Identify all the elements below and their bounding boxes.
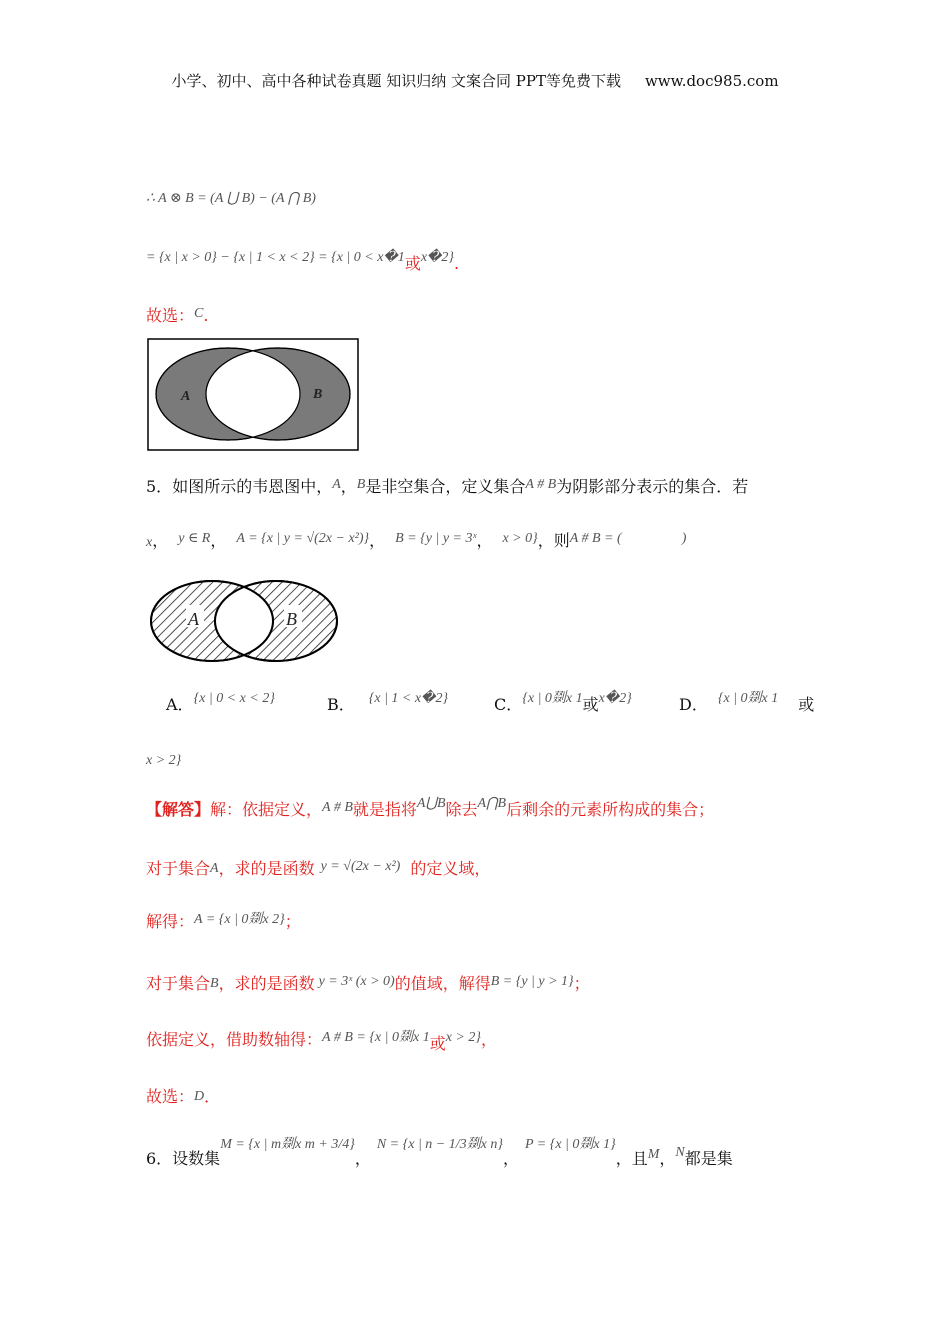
solution4-line2-end: x�2} [420,250,454,265]
solution5-line5: 依据定义，借助数轴得：A # B = {x | 0剟x 1或x > 2}， [146,1030,497,1053]
solution5-line4: 对于集合B，求的是函数 y = 3ˣ (x > 0)的值域，解得B = {y | y > 1}； [146,974,590,993]
q6-m: M [647,1147,660,1162]
q5-text1: 如图所示的韦恩图中， [172,477,333,496]
q5-then: 则 [553,531,570,550]
question6-line1: 6．设数集M = {x | m剟x m + 3/4}，N = {x | n − 1/3剟x n}，P = {x | 0剟x 1}，且M，N都是集 [146,1137,733,1168]
header-text: 小学、初中、高中各种试卷真题 知识归纳 文案合同 PPT等免费下载 [171,72,621,90]
venn2-label-a: A [188,609,199,629]
header-site: www.doc985.com [644,72,779,90]
q5-b: B [356,477,366,492]
q5-option-d-cont: x > 2} [146,753,182,768]
venn1-label-b: B [313,387,323,402]
solution4-period: . [454,254,460,273]
solution4-or: 或 [404,254,421,273]
q5-a: A [332,477,341,492]
solution4-answer-label: 故选： [146,306,195,325]
solution4-answer-value: C [194,306,204,321]
solution4-line2 [146,243,460,273]
solution5-line3: 解得：A = {x | 0剟x 2}； [146,912,301,931]
q6-n-set: N = {x | n − 1/3剟x n} [376,1137,503,1152]
page-header [0,70,950,91]
solution5-line6: 故选：D． [146,1087,221,1106]
q5-text3: 为阴影部分表示的集合．若 [556,477,749,496]
q5-option-b[interactable]: B． {x | 1 < x�2} [327,691,449,714]
solution4-answer: 故选：C. [146,306,209,325]
question5-line2: x， y ∈ R， A = {x | y = √(2x − x²)}， B = {y | y = 3ˣ， x > 0}，则A # B = ( ) [146,531,687,550]
q5-option-a[interactable]: A．{x | 0 < x < 2} [166,691,275,714]
q6-n: N [675,1145,685,1160]
q6-number: 6．设数集 [146,1149,221,1168]
q5-set-a: A = {x | y = √(2x − x²)} [236,531,370,546]
venn-diagram-2 [148,577,340,665]
q5-op: A # B [525,477,557,492]
q5-option-d[interactable]: D． {x | 0剟x 1 或 [679,691,815,714]
q5-number: 5． [146,477,173,496]
solution5-line1: 【解答】解：依据定义，A # B就是指将A⋃B除去A⋂B后剩余的元素所构成的集合； [146,796,715,819]
q5-expr: A # B = ( [569,531,622,546]
solution4-line2-math: = {x | x > 0} − {x | 1 < x < 2} = {x | 0 < x�1 [146,250,405,265]
q5-set-b: B = {y | y = 3ˣ [395,531,477,546]
q5-x: x [146,535,153,550]
q5-text2: 是非空集合，定义集合 [365,477,526,496]
venn-diagram-1 [147,338,359,451]
q5-close: ) [681,531,687,546]
q5-y-in-r: y ∈ R [178,531,211,546]
q6-p-set: P = {x | 0剟x 1} [524,1137,616,1152]
venn1-label-a: A [181,389,191,404]
q6-m-set: M = {x | m剟x m + 3/4} [220,1137,355,1152]
solution5-line2: 对于集合A，求的是函数 y = √(2x − x²) 的定义域， [146,859,491,878]
venn2-label-b: B [286,609,297,629]
q5-cond: x > 0} [502,531,538,546]
solution4-line1: ∴ A ⊗ B = (A ⋃ B) − (A ⋂ B) [146,191,316,206]
q5-option-c[interactable]: C．{x | 0剟x 1或x�2} [494,691,632,714]
question5-line1: 5．如图所示的韦恩图中，A，B是非空集合，定义集合A # B为阴影部分表示的集合．若 [146,477,749,496]
solution5-tag: 【解答】 [146,800,211,819]
